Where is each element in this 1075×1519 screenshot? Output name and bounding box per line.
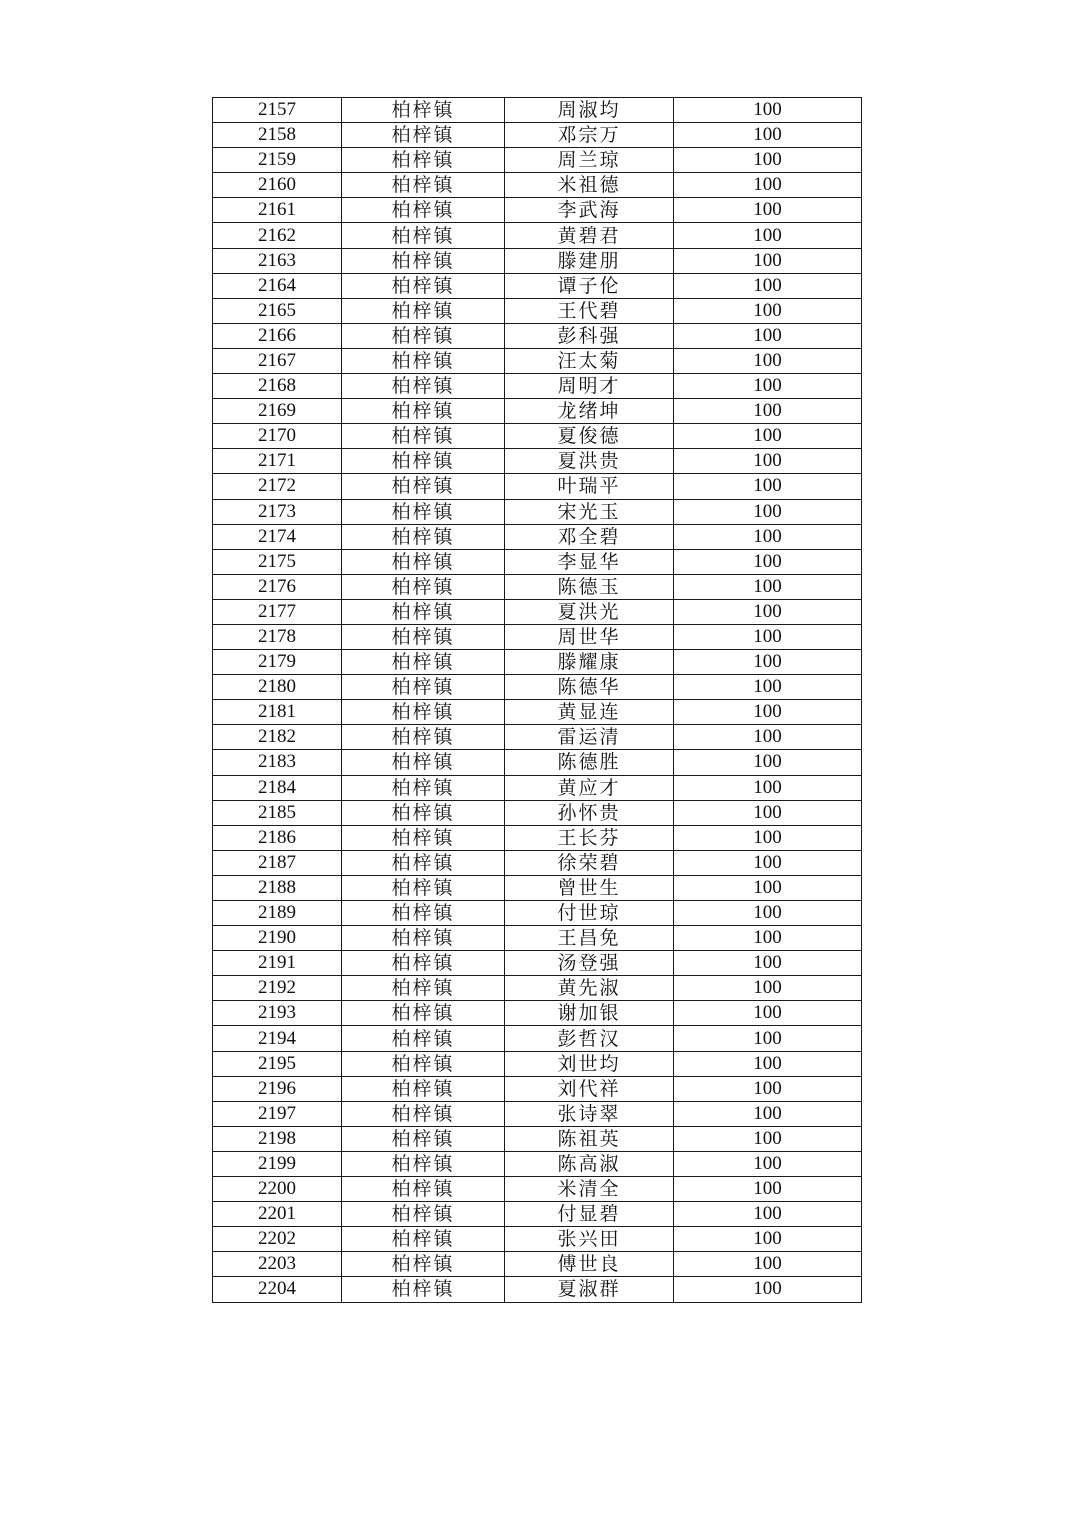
table-row <box>213 875 862 900</box>
person-name-cell: 傅世良 <box>505 1252 674 1277</box>
town-cell: 柏梓镇 <box>342 875 505 900</box>
amount-cell: 100 <box>674 449 862 474</box>
town-cell: 柏梓镇 <box>342 700 505 725</box>
table-row <box>213 248 862 273</box>
person-name-cell: 汪太菊 <box>505 348 674 373</box>
person-name-cell: 黄碧君 <box>505 223 674 248</box>
town-cell: 柏梓镇 <box>342 173 505 198</box>
person-name-cell: 刘代祥 <box>505 1076 674 1101</box>
roster-table <box>212 97 862 1303</box>
row-number-cell: 2192 <box>213 976 342 1001</box>
town-cell: 柏梓镇 <box>342 198 505 223</box>
town-cell: 柏梓镇 <box>342 273 505 298</box>
town-cell: 柏梓镇 <box>342 1177 505 1202</box>
amount-cell: 100 <box>674 1227 862 1252</box>
town-cell: 柏梓镇 <box>342 1227 505 1252</box>
table-row <box>213 901 862 926</box>
table-row <box>213 1001 862 1026</box>
table-row <box>213 323 862 348</box>
row-number-cell: 2204 <box>213 1277 342 1302</box>
row-number-cell: 2180 <box>213 675 342 700</box>
row-number-cell: 2158 <box>213 123 342 148</box>
amount-cell: 100 <box>674 323 862 348</box>
person-name-cell: 李武海 <box>505 198 674 223</box>
amount-cell: 100 <box>674 901 862 926</box>
town-cell: 柏梓镇 <box>342 775 505 800</box>
table-row <box>213 650 862 675</box>
amount-cell: 100 <box>674 1051 862 1076</box>
row-number-cell: 2167 <box>213 348 342 373</box>
amount-cell: 100 <box>674 1202 862 1227</box>
town-cell: 柏梓镇 <box>342 399 505 424</box>
person-name-cell: 周明才 <box>505 374 674 399</box>
table-row <box>213 1126 862 1151</box>
person-name-cell: 夏俊德 <box>505 424 674 449</box>
row-number-cell: 2166 <box>213 323 342 348</box>
row-number-cell: 2169 <box>213 399 342 424</box>
amount-cell: 100 <box>674 499 862 524</box>
row-number-cell: 2201 <box>213 1202 342 1227</box>
town-cell: 柏梓镇 <box>342 1277 505 1302</box>
table-row <box>213 926 862 951</box>
town-cell: 柏梓镇 <box>342 574 505 599</box>
person-name-cell: 周世华 <box>505 624 674 649</box>
row-number-cell: 2202 <box>213 1227 342 1252</box>
amount-cell: 100 <box>674 1151 862 1176</box>
amount-cell: 100 <box>674 123 862 148</box>
amount-cell: 100 <box>674 424 862 449</box>
table-row <box>213 800 862 825</box>
town-cell: 柏梓镇 <box>342 1126 505 1151</box>
row-number-cell: 2159 <box>213 148 342 173</box>
row-number-cell: 2163 <box>213 248 342 273</box>
town-cell: 柏梓镇 <box>342 951 505 976</box>
row-number-cell: 2196 <box>213 1076 342 1101</box>
row-number-cell: 2186 <box>213 825 342 850</box>
person-name-cell: 米清全 <box>505 1177 674 1202</box>
town-cell: 柏梓镇 <box>342 524 505 549</box>
town-cell: 柏梓镇 <box>342 850 505 875</box>
amount-cell: 100 <box>674 650 862 675</box>
person-name-cell: 周兰琼 <box>505 148 674 173</box>
row-number-cell: 2161 <box>213 198 342 223</box>
amount-cell: 100 <box>674 700 862 725</box>
table-row <box>213 424 862 449</box>
amount-cell: 100 <box>674 549 862 574</box>
town-cell: 柏梓镇 <box>342 1051 505 1076</box>
amount-cell: 100 <box>674 98 862 123</box>
town-cell: 柏梓镇 <box>342 976 505 1001</box>
row-number-cell: 2182 <box>213 725 342 750</box>
town-cell: 柏梓镇 <box>342 1001 505 1026</box>
table-row <box>213 1076 862 1101</box>
person-name-cell: 陈德胜 <box>505 750 674 775</box>
town-cell: 柏梓镇 <box>342 650 505 675</box>
amount-cell: 100 <box>674 248 862 273</box>
town-cell: 柏梓镇 <box>342 449 505 474</box>
person-name-cell: 夏洪光 <box>505 599 674 624</box>
amount-cell: 100 <box>674 1252 862 1277</box>
person-name-cell: 付世琼 <box>505 901 674 926</box>
person-name-cell: 陈高淑 <box>505 1151 674 1176</box>
person-name-cell: 张兴田 <box>505 1227 674 1252</box>
row-number-cell: 2197 <box>213 1101 342 1126</box>
amount-cell: 100 <box>674 374 862 399</box>
amount-cell: 100 <box>674 750 862 775</box>
table-row <box>213 1177 862 1202</box>
table-row <box>213 524 862 549</box>
town-cell: 柏梓镇 <box>342 750 505 775</box>
town-cell: 柏梓镇 <box>342 1101 505 1126</box>
amount-cell: 100 <box>674 1126 862 1151</box>
table-row <box>213 825 862 850</box>
row-number-cell: 2179 <box>213 650 342 675</box>
table-row <box>213 1202 862 1227</box>
row-number-cell: 2203 <box>213 1252 342 1277</box>
person-name-cell: 彭哲汉 <box>505 1026 674 1051</box>
row-number-cell: 2195 <box>213 1051 342 1076</box>
town-cell: 柏梓镇 <box>342 599 505 624</box>
town-cell: 柏梓镇 <box>342 926 505 951</box>
table-row <box>213 198 862 223</box>
row-number-cell: 2198 <box>213 1126 342 1151</box>
amount-cell: 100 <box>674 1076 862 1101</box>
person-name-cell: 谢加银 <box>505 1001 674 1026</box>
table-row <box>213 1051 862 1076</box>
table-row <box>213 474 862 499</box>
amount-cell: 100 <box>674 1001 862 1026</box>
town-cell: 柏梓镇 <box>342 1076 505 1101</box>
town-cell: 柏梓镇 <box>342 1202 505 1227</box>
amount-cell: 100 <box>674 1026 862 1051</box>
town-cell: 柏梓镇 <box>342 223 505 248</box>
row-number-cell: 2172 <box>213 474 342 499</box>
amount-cell: 100 <box>674 223 862 248</box>
person-name-cell: 黄显连 <box>505 700 674 725</box>
table-row <box>213 675 862 700</box>
row-number-cell: 2174 <box>213 524 342 549</box>
row-number-cell: 2200 <box>213 1177 342 1202</box>
person-name-cell: 邓宗万 <box>505 123 674 148</box>
person-name-cell: 汤登强 <box>505 951 674 976</box>
person-name-cell: 徐荣碧 <box>505 850 674 875</box>
amount-cell: 100 <box>674 198 862 223</box>
amount-cell: 100 <box>674 1101 862 1126</box>
amount-cell: 100 <box>674 399 862 424</box>
table-row <box>213 951 862 976</box>
town-cell: 柏梓镇 <box>342 123 505 148</box>
town-cell: 柏梓镇 <box>342 374 505 399</box>
person-name-cell: 付显碧 <box>505 1202 674 1227</box>
town-cell: 柏梓镇 <box>342 800 505 825</box>
person-name-cell: 米祖德 <box>505 173 674 198</box>
town-cell: 柏梓镇 <box>342 1252 505 1277</box>
town-cell: 柏梓镇 <box>342 1026 505 1051</box>
amount-cell: 100 <box>674 599 862 624</box>
amount-cell: 100 <box>674 850 862 875</box>
person-name-cell: 黄先淑 <box>505 976 674 1001</box>
table-row <box>213 298 862 323</box>
table-row <box>213 624 862 649</box>
row-number-cell: 2160 <box>213 173 342 198</box>
town-cell: 柏梓镇 <box>342 248 505 273</box>
town-cell: 柏梓镇 <box>342 825 505 850</box>
town-cell: 柏梓镇 <box>342 424 505 449</box>
table-row <box>213 1252 862 1277</box>
person-name-cell: 叶瑞平 <box>505 474 674 499</box>
amount-cell: 100 <box>674 574 862 599</box>
amount-cell: 100 <box>674 524 862 549</box>
table-row <box>213 1101 862 1126</box>
person-name-cell: 张诗翠 <box>505 1101 674 1126</box>
town-cell: 柏梓镇 <box>342 624 505 649</box>
row-number-cell: 2194 <box>213 1026 342 1051</box>
table-row <box>213 449 862 474</box>
amount-cell: 100 <box>674 1277 862 1302</box>
amount-cell: 100 <box>674 1177 862 1202</box>
person-name-cell: 陈祖英 <box>505 1126 674 1151</box>
town-cell: 柏梓镇 <box>342 725 505 750</box>
town-cell: 柏梓镇 <box>342 499 505 524</box>
table-row <box>213 98 862 123</box>
person-name-cell: 黄应才 <box>505 775 674 800</box>
table-row <box>213 399 862 424</box>
person-name-cell: 刘世均 <box>505 1051 674 1076</box>
row-number-cell: 2157 <box>213 98 342 123</box>
row-number-cell: 2193 <box>213 1001 342 1026</box>
table-row <box>213 374 862 399</box>
person-name-cell: 彭科强 <box>505 323 674 348</box>
amount-cell: 100 <box>674 474 862 499</box>
row-number-cell: 2164 <box>213 273 342 298</box>
table-row <box>213 850 862 875</box>
row-number-cell: 2191 <box>213 951 342 976</box>
table-row <box>213 700 862 725</box>
person-name-cell: 王昌免 <box>505 926 674 951</box>
table-row <box>213 499 862 524</box>
person-name-cell: 李显华 <box>505 549 674 574</box>
person-name-cell: 陈德玉 <box>505 574 674 599</box>
amount-cell: 100 <box>674 273 862 298</box>
table-row <box>213 148 862 173</box>
row-number-cell: 2176 <box>213 574 342 599</box>
table-row <box>213 1277 862 1302</box>
person-name-cell: 夏洪贵 <box>505 449 674 474</box>
amount-cell: 100 <box>674 173 862 198</box>
amount-cell: 100 <box>674 624 862 649</box>
person-name-cell: 周淑均 <box>505 98 674 123</box>
table-row <box>213 123 862 148</box>
table-row <box>213 750 862 775</box>
amount-cell: 100 <box>674 775 862 800</box>
person-name-cell: 宋光玉 <box>505 499 674 524</box>
person-name-cell: 滕耀康 <box>505 650 674 675</box>
row-number-cell: 2181 <box>213 700 342 725</box>
town-cell: 柏梓镇 <box>342 901 505 926</box>
row-number-cell: 2188 <box>213 875 342 900</box>
row-number-cell: 2187 <box>213 850 342 875</box>
row-number-cell: 2175 <box>213 549 342 574</box>
row-number-cell: 2170 <box>213 424 342 449</box>
amount-cell: 100 <box>674 148 862 173</box>
row-number-cell: 2178 <box>213 624 342 649</box>
row-number-cell: 2189 <box>213 901 342 926</box>
row-number-cell: 2183 <box>213 750 342 775</box>
amount-cell: 100 <box>674 951 862 976</box>
town-cell: 柏梓镇 <box>342 98 505 123</box>
town-cell: 柏梓镇 <box>342 323 505 348</box>
town-cell: 柏梓镇 <box>342 1151 505 1176</box>
amount-cell: 100 <box>674 825 862 850</box>
person-name-cell: 夏淑群 <box>505 1277 674 1302</box>
town-cell: 柏梓镇 <box>342 298 505 323</box>
person-name-cell: 曾世生 <box>505 875 674 900</box>
person-name-cell: 滕建朋 <box>505 248 674 273</box>
row-number-cell: 2168 <box>213 374 342 399</box>
amount-cell: 100 <box>674 875 862 900</box>
amount-cell: 100 <box>674 298 862 323</box>
row-number-cell: 2165 <box>213 298 342 323</box>
row-number-cell: 2173 <box>213 499 342 524</box>
amount-cell: 100 <box>674 926 862 951</box>
table-row <box>213 976 862 1001</box>
table-row <box>213 348 862 373</box>
row-number-cell: 2199 <box>213 1151 342 1176</box>
table-row <box>213 1227 862 1252</box>
table-row <box>213 574 862 599</box>
town-cell: 柏梓镇 <box>342 549 505 574</box>
town-cell: 柏梓镇 <box>342 348 505 373</box>
town-cell: 柏梓镇 <box>342 148 505 173</box>
person-name-cell: 雷运清 <box>505 725 674 750</box>
table-row <box>213 599 862 624</box>
amount-cell: 100 <box>674 675 862 700</box>
person-name-cell: 邓全碧 <box>505 524 674 549</box>
table-row <box>213 1151 862 1176</box>
person-name-cell: 孙怀贵 <box>505 800 674 825</box>
amount-cell: 100 <box>674 348 862 373</box>
roster-table-body <box>213 98 862 1303</box>
row-number-cell: 2190 <box>213 926 342 951</box>
table-row <box>213 173 862 198</box>
person-name-cell: 王代碧 <box>505 298 674 323</box>
table-row <box>213 775 862 800</box>
row-number-cell: 2177 <box>213 599 342 624</box>
table-row <box>213 549 862 574</box>
person-name-cell: 龙绪坤 <box>505 399 674 424</box>
amount-cell: 100 <box>674 976 862 1001</box>
table-row <box>213 273 862 298</box>
person-name-cell: 王长芬 <box>505 825 674 850</box>
table-row <box>213 1026 862 1051</box>
table-row <box>213 725 862 750</box>
row-number-cell: 2185 <box>213 800 342 825</box>
person-name-cell: 谭子伦 <box>505 273 674 298</box>
person-name-cell: 陈德华 <box>505 675 674 700</box>
row-number-cell: 2184 <box>213 775 342 800</box>
town-cell: 柏梓镇 <box>342 474 505 499</box>
amount-cell: 100 <box>674 800 862 825</box>
row-number-cell: 2162 <box>213 223 342 248</box>
town-cell: 柏梓镇 <box>342 675 505 700</box>
table-row <box>213 223 862 248</box>
amount-cell: 100 <box>674 725 862 750</box>
row-number-cell: 2171 <box>213 449 342 474</box>
